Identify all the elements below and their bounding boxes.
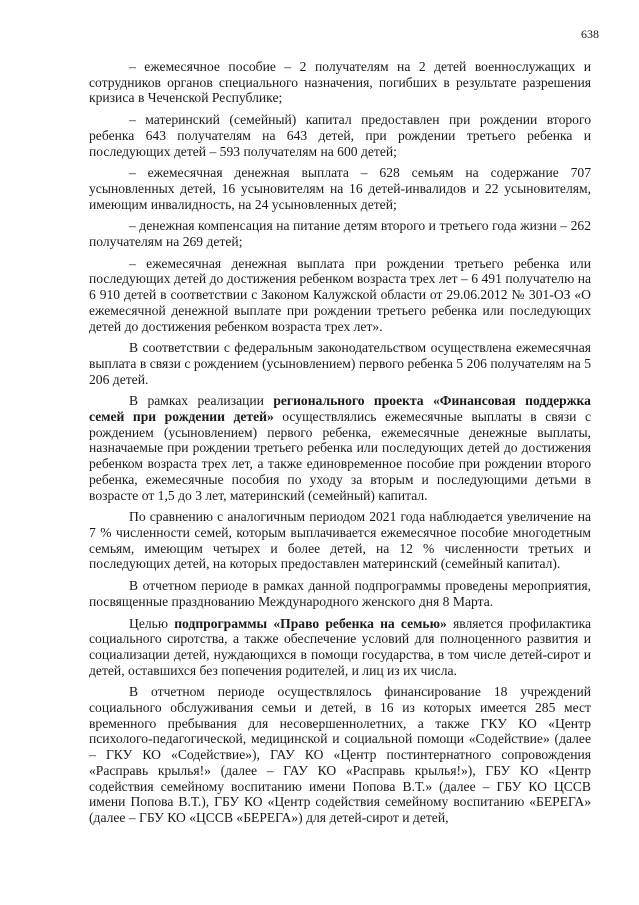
text-segment: – ежемесячная денежная выплата – 628 семьям на содержание 707 усыновленных детей, 16 усыновителям на 16 детей-инвалидов и 22 усыновителям, имеющим инвалидность, на 24 усыновленных детей;	[89, 165, 591, 212]
paragraph	[89, 393, 591, 503]
document-body	[89, 59, 591, 826]
text-segment: – денежная компенсация на питание детям второго и третьего года жизни – 262 получателям на 269 детей;	[89, 218, 591, 250]
paragraph	[89, 340, 591, 387]
text-segment: – ежемесячное пособие – 2 получателям на 2 детей военнослужащих и сотрудников органов специального назначения, погибших в результате разрешения кризиса в Чеченской Республике;	[89, 59, 591, 106]
paragraph	[89, 59, 591, 106]
bold-text-segment: подпрограммы «Право ребенка на семью»	[174, 615, 447, 631]
paragraph	[89, 616, 591, 679]
text-segment: В рамках реализации	[129, 393, 274, 409]
page-number: 638	[581, 27, 599, 41]
bold-text-segment: регионального проекта «Финансовая поддержка семей при рождении детей»	[89, 393, 591, 425]
paragraph	[89, 509, 591, 572]
text-segment: В отчетном периоде в рамках данной подпрограммы проведены мероприятия, посвященные празднованию Международного женского дня 8 Марта.	[89, 578, 591, 609]
text-segment: По сравнению с аналогичным периодом 2021 года наблюдается увеличение на 7 % численности семей, которым выплачивается ежемесячное пособие многодетным семьям, имеющим четырех и более детей, на 12 % численности третьих и последующих детей, на которых предоставлен материнский (семейный капитал).	[89, 509, 591, 572]
text-segment: является профилактика социального сиротства, а также обеспечение условий для полноценного развития и социализации детей, нуждающихся в помощи государства, в том числе детей-сирот и детей, оставшихся без попечения родителей, и лиц из их числа.	[89, 615, 591, 678]
paragraph	[89, 165, 591, 212]
paragraph	[89, 256, 591, 335]
text-segment: В соответствии с федеральным законодательством осуществлена ежемесячная выплата в связи с рождением (усыновлением) первого ребенка 5 206 получателям на 5 206 детей.	[89, 340, 591, 387]
paragraph	[89, 218, 591, 249]
text-segment: Целью	[129, 615, 175, 631]
paragraph	[89, 578, 591, 609]
text-segment: – ежемесячная денежная выплата при рождении третьего ребенка или последующих детей до достижения ребенком возраста трех лет – 6 491 получателю на 6 910 детей в соответствии с Законом Калужской области от 29.06.2012 № 301-ОЗ «О ежемесячной денежной выплате при рождении третьего ребенка или последующих детей до достижения ребенком возраста трех лет».	[89, 255, 591, 334]
paragraph	[89, 684, 591, 825]
paragraph	[89, 112, 591, 159]
text-segment: В отчетном периоде осуществлялось финансирование 18 учреждений социального обслуживания семьи и детей, в 16 из которых имеется 285 мест временного пребывания для несовершеннолетних, а также ГКУ КО «Центр психолого-педагогической, медицинской и социальной помощи «Содействие» (далее – ГКУ КО «Содействие»), ГАУ КО «Центр постинтернатного сопровождения «Расправь крылья!» (далее – ГАУ КО «Расправь крылья!»), ГБУ КО «Центр содействия семейному воспитанию имени Попова В.Т.» (далее – ГБУ КО ЦССВ имени Попова В.Т.), ГБУ КО «Центр содействия семейному воспитанию «БЕРЕГА» (далее – ГБУ КО «ЦССВ «БЕРЕГА») для детей-сирот и детей,	[89, 684, 591, 825]
text-segment: осуществлялись ежемесячные выплаты в связи с рождением (усыновлением) первого ребенка, ежемесячные денежные выплаты, назначаемые при рождении третьего ребенка или последующих детей до достижения ребенком возраста трех лет, а также единовременное пособие при рождении второго ребенка, ежемесячные пособия по уходу за вторым и последующими детьми в возрасте от 1,5 до 3 лет, материнский (семейный) капитал.	[89, 409, 591, 503]
text-segment: – материнский (семейный) капитал предоставлен при рождении второго ребенка 643 получателям на 643 детей, при рождении третьего ребенка и последующих детей – 593 получателям на 600 детей;	[89, 112, 591, 159]
